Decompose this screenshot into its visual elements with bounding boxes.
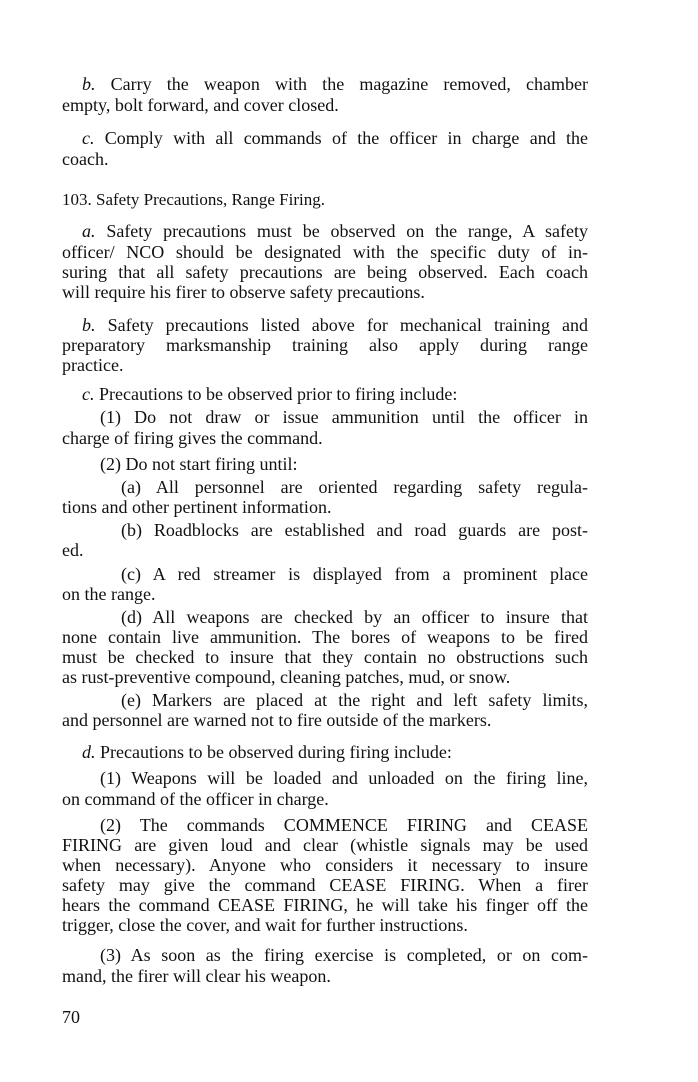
paragraph-marker: b. bbox=[82, 315, 96, 335]
text-line: on command of the officer in charge. bbox=[62, 789, 329, 809]
text-line: (c) A red streamer is displayed from a prominent place bbox=[121, 564, 588, 584]
text-line: (3) As soon as the firing exercise is completed, or on com- bbox=[100, 945, 588, 965]
text-line: coach. bbox=[62, 149, 109, 169]
text-line: c. Comply with all commands of the officer in charge and the bbox=[82, 128, 588, 148]
text-line: will require his firer to observe safety precautions. bbox=[62, 282, 425, 302]
text-line: must be checked to insure that they contain no obstructions such bbox=[62, 647, 588, 667]
paragraph-marker: c. bbox=[82, 384, 95, 404]
text-line: c. Precautions to be observed prior to firing include: bbox=[82, 384, 458, 404]
text-line: practice. bbox=[62, 355, 124, 375]
text-line: tions and other pertinent information. bbox=[62, 497, 332, 517]
text-line: officer/ NCO should be designated with the specific duty of in- bbox=[62, 242, 588, 262]
text-line: (a) All personnel are oriented regarding safety regula- bbox=[121, 477, 588, 497]
text-line: (1) Weapons will be loaded and unloaded on the firing line, bbox=[100, 768, 588, 788]
text-line: b. Carry the weapon with the magazine removed, chamber bbox=[82, 74, 589, 94]
text-line: (2) The commands COMMENCE FIRING and CEASE bbox=[100, 815, 588, 835]
text-line: (1) Do not draw or issue ammunition until the officer in bbox=[100, 407, 588, 427]
section-heading: 103. Safety Precautions, Range Firing. bbox=[62, 190, 325, 209]
text-line: suring that all safety precautions are being observed. Each coach bbox=[62, 262, 588, 282]
text-line: (b) Roadblocks are established and road guards are post- bbox=[121, 520, 588, 540]
text-line: on the range. bbox=[62, 584, 156, 604]
text-line: FIRING are given loud and clear (whistle signals may be used bbox=[62, 835, 588, 855]
paragraph-marker: d. bbox=[82, 742, 96, 762]
text-line: and personnel are warned not to fire outside of the markers. bbox=[62, 710, 492, 730]
text-line: (2) Do not start firing until: bbox=[100, 454, 298, 474]
page-number: 70 bbox=[62, 1007, 80, 1027]
text-line: charge of firing gives the command. bbox=[62, 428, 323, 448]
text-line: b. Safety precautions listed above for mechanical training and bbox=[82, 315, 589, 335]
text-line: when necessary). Anyone who considers it necessary to insure bbox=[62, 855, 588, 875]
paragraph-marker: a. bbox=[82, 221, 96, 241]
text-line: (d) All weapons are checked by an officer to insure that bbox=[121, 607, 588, 627]
text-line: (e) Markers are placed at the right and left safety limits, bbox=[121, 690, 588, 710]
paragraph-marker: b. bbox=[82, 74, 96, 94]
text-line: preparatory marksmanship training also apply during range bbox=[62, 335, 588, 355]
text-line: ed. bbox=[62, 540, 84, 560]
text-line: a. Safety precautions must be observed on the range, A safety bbox=[82, 221, 588, 241]
text-line: d. Precautions to be observed during firing include: bbox=[82, 742, 452, 762]
text-line: none contain live ammunition. The bores of weapons to be fired bbox=[62, 627, 588, 647]
text-line: mand, the firer will clear his weapon. bbox=[62, 966, 331, 986]
text-line: as rust-preventive compound, cleaning patches, mud, or snow. bbox=[62, 667, 511, 687]
text-line: empty, bolt forward, and cover closed. bbox=[62, 95, 339, 115]
text-line: trigger, close the cover, and wait for further instructions. bbox=[62, 915, 468, 935]
paragraph-marker: c. bbox=[82, 128, 95, 148]
text-line: safety may give the command CEASE FIRING. When a firer bbox=[62, 875, 588, 895]
text-line: hears the command CEASE FIRING, he will take his finger off the bbox=[62, 895, 588, 915]
